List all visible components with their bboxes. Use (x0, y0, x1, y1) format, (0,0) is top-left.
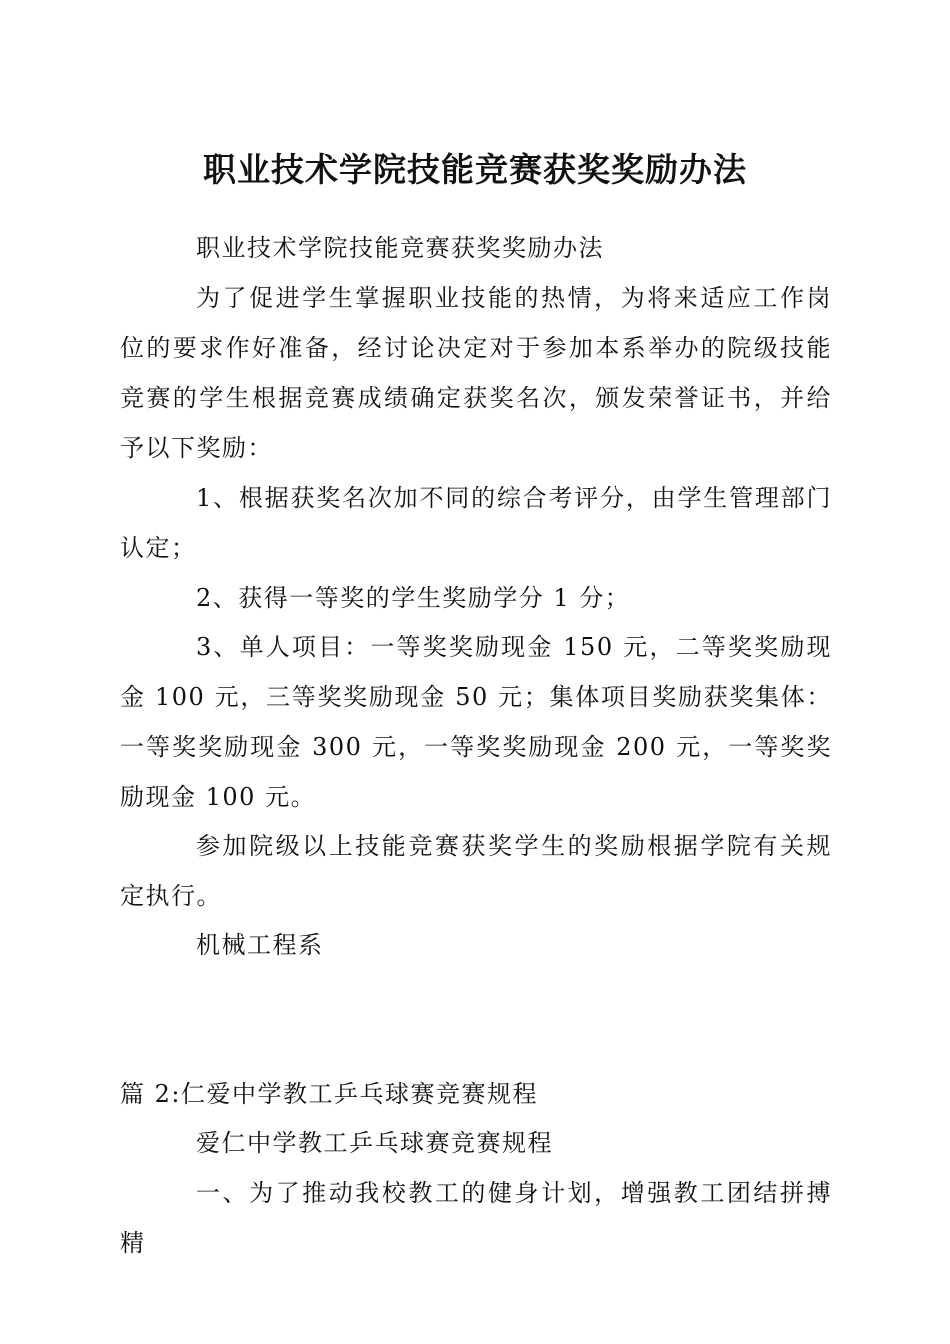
paragraph-subtitle: 职业技术学院技能竞赛获奖奖励办法 (196, 234, 604, 262)
paragraph-item-2: 2、获得一等奖的学生奖励学分 1 分； (196, 584, 631, 612)
document-title: 职业技术学院技能竞赛获奖奖励办法 (203, 150, 747, 189)
paragraph-item-1: 1、根据获奖名次加不同的综合考评分，由学生管理部门认定； (120, 484, 832, 562)
section-heading: 篇 2:仁爱中学教工乒乓球赛竞赛规程 (120, 1080, 538, 1108)
section-subtitle: 爱仁中学教工乒乓球赛竞赛规程 (196, 1129, 553, 1157)
paragraph-item-3: 3、单人项目：一等奖奖励现金 150 元，二等奖奖励现金 100 元，三等奖奖励现金 50 元；集体项目奖励获奖集体：一等奖奖励现金 300 元，一等奖奖励现金 200 元，一等奖奖励现金 100 元。 (120, 633, 832, 811)
paragraph-department: 机械工程系 (196, 931, 324, 959)
paragraph-intro: 为了促进学生掌握职业技能的热情，为将来适应工作岗位的要求作好准备，经讨论决定对于参加本系举办的院级技能竞赛的学生根据竞赛成绩确定获奖名次，颁发荣誉证书，并给予以下奖励： (120, 284, 832, 462)
paragraph-rule: 参加院级以上技能竞赛获奖学生的奖励根据学院有关规定执行。 (120, 832, 832, 910)
section-paragraph-1: 一、为了推动我校教工的健身计划，增强教工团结拼搏精 (120, 1179, 832, 1257)
